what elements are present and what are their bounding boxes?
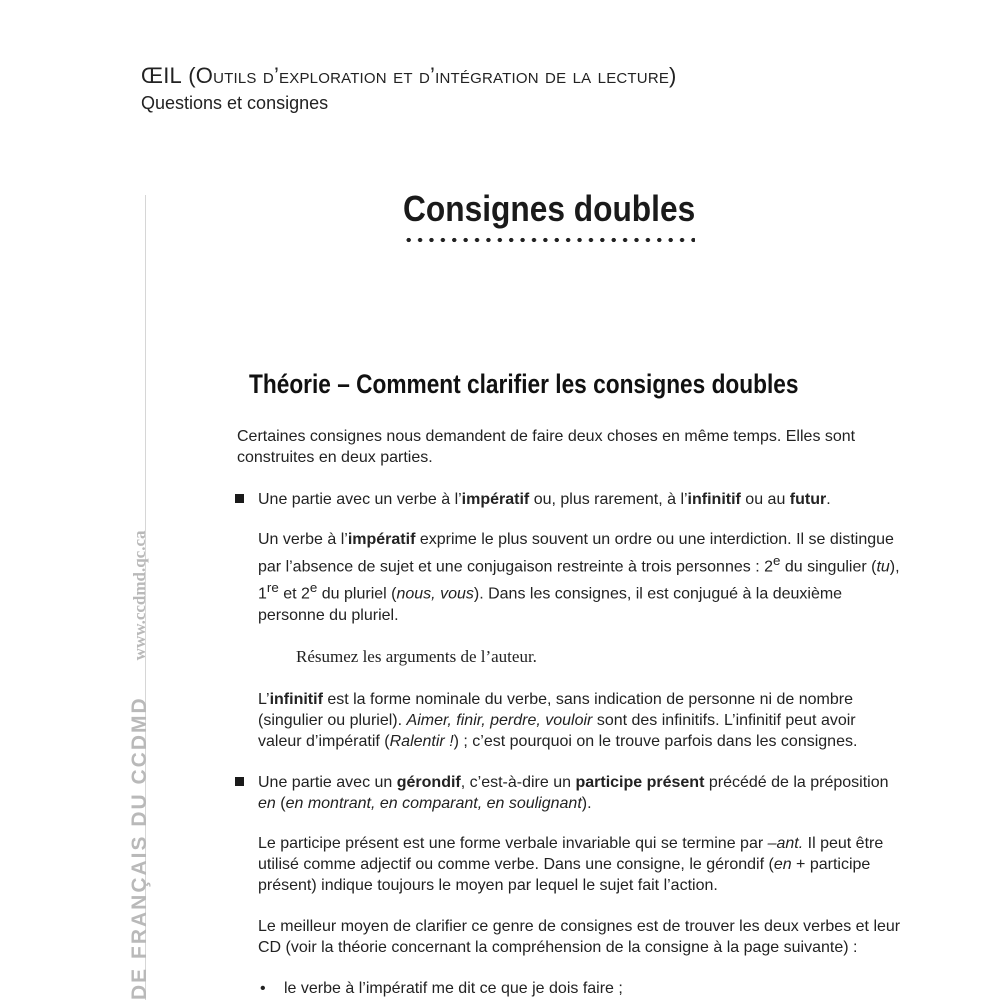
text-run: ( bbox=[275, 794, 286, 812]
series-full-name: (Outils d’exploration et d’intégration de la lecture) bbox=[181, 63, 677, 88]
text-run: sont des infinitifs. L’infinitif peut avoir valeur d’impératif ( bbox=[258, 711, 856, 750]
text-run: et 2 bbox=[278, 585, 310, 603]
text-run: ou au bbox=[740, 491, 790, 508]
bullet-gerondif bbox=[258, 772, 903, 814]
infinitif-paragraph bbox=[258, 689, 903, 752]
bold-term: futur bbox=[789, 491, 827, 508]
italic-term: nous, vous bbox=[396, 585, 474, 603]
text-run: est la forme nominale du verbe, sans indication de personne ni de nombre (singulier ou pluriel). bbox=[258, 690, 853, 729]
italic-term: tu bbox=[876, 558, 890, 576]
text-run: exprime le plus souvent un ordre ou une interdiction. Il se distingue par l’absence de sujet et une conjugaison restreinte à trois personnes : 2 bbox=[258, 531, 894, 576]
text-run: ) ; c’est pourquoi on le trouve parfois dans les consignes. bbox=[453, 732, 858, 750]
text-run: ou, plus rarement, à l’ bbox=[529, 491, 688, 508]
text-run: Une partie avec un bbox=[258, 773, 397, 791]
page-title: Consignes doubles bbox=[403, 188, 696, 229]
italic-term: –ant. bbox=[767, 834, 804, 852]
superscript: e bbox=[309, 580, 318, 596]
title-dotted-underline bbox=[403, 236, 695, 244]
italic-term: en montrant, en comparant, en soulignant bbox=[285, 794, 582, 812]
bold-term: participe présent bbox=[575, 773, 705, 791]
intro-paragraph: Certaines consignes nous demandent de faire deux choses en même temps. Elles sont construites en deux parties. bbox=[237, 428, 856, 466]
square-bullet-icon bbox=[235, 494, 244, 503]
document-header bbox=[141, 62, 677, 114]
bold-term: infinitif bbox=[687, 491, 741, 508]
publisher-name: DE FRANÇAIS DU CCDMD bbox=[128, 696, 151, 1000]
italic-term: Aimer, finir, perdre, vouloir bbox=[406, 711, 593, 729]
text-run: Un verbe à l’ bbox=[258, 531, 348, 548]
participe-paragraph bbox=[258, 833, 903, 896]
italic-term: en bbox=[258, 794, 276, 812]
text-run: ). Dans les consignes, il est conjugué à la deuxième personne du pluriel. bbox=[258, 585, 843, 624]
italic-term: en bbox=[773, 855, 792, 873]
sub-list-item: • le verbe à l’impératif me dit ce que je dois faire ; bbox=[284, 978, 903, 999]
text-run: ), 1 bbox=[258, 558, 900, 603]
bold-term: gérondif bbox=[396, 773, 461, 791]
bold-term: impératif bbox=[461, 491, 530, 508]
imperatif-paragraph bbox=[258, 529, 903, 626]
square-bullet-icon bbox=[235, 777, 244, 786]
text-run: Il peut être utilisé comme adjectif ou comme verbe. Dans une consigne, le gérondif ( bbox=[258, 834, 884, 873]
text-run: ). bbox=[581, 794, 592, 812]
bullet-imperatif bbox=[258, 489, 903, 510]
text-run: précédé de la préposition bbox=[704, 773, 889, 791]
text-run: Le participe présent est une forme verbale invariable qui se termine par bbox=[258, 834, 768, 852]
theory-content bbox=[237, 426, 903, 999]
superscript: e bbox=[772, 553, 781, 568]
text-run: + participe présent) indique toujours le moyen par lequel le sujet fait l’action. bbox=[258, 855, 871, 894]
italic-term: Ralentir ! bbox=[389, 732, 454, 750]
text-run: du pluriel ( bbox=[317, 585, 397, 603]
example-instruction: Résumez les arguments de l’auteur. bbox=[296, 646, 537, 666]
text-run: du singulier ( bbox=[780, 558, 877, 576]
series-title bbox=[141, 62, 677, 90]
text-run: Une partie avec un verbe à l’ bbox=[258, 491, 462, 508]
series-subtitle: Questions et consignes bbox=[141, 93, 329, 113]
bold-term: infinitif bbox=[269, 690, 323, 708]
bold-term: impératif bbox=[347, 531, 416, 548]
text-run: . bbox=[826, 491, 831, 508]
section-heading: Théorie – Comment clarifier les consignes doubles bbox=[249, 369, 799, 399]
superscript: re bbox=[266, 580, 279, 596]
publisher-url: www.ccdmd.qc.ca bbox=[130, 530, 149, 661]
series-acronym: ŒIL bbox=[141, 63, 182, 88]
method-paragraph: Le meilleur moyen de clarifier ce genre de consignes est de trouver les deux verbes et leur CD (voir la théorie concernant la compréhension de la consigne à la page suivante) : bbox=[258, 917, 901, 956]
text-run: , c’est-à-dire un bbox=[460, 773, 576, 791]
text-run: L’ bbox=[258, 690, 270, 708]
side-publisher-strip bbox=[128, 530, 152, 1000]
